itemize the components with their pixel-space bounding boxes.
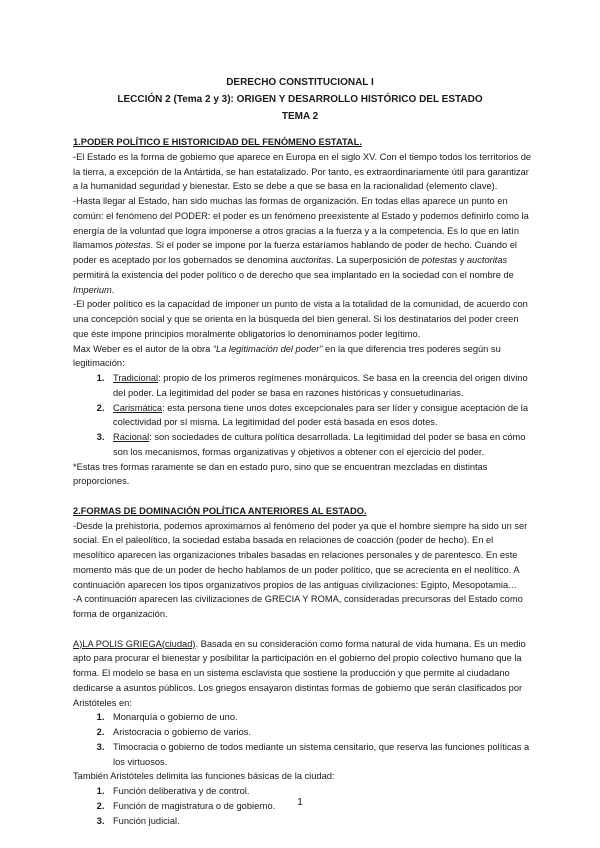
list-item-term: Carismática (113, 402, 163, 413)
spacer (73, 489, 533, 504)
polis-paragraph (73, 637, 533, 711)
text-run: en la que diferencia tres poderes según su legitimación: (73, 343, 501, 369)
text-run: permitirá la existencia del poder político o de derecho que sea implantado en la sociedad con el nombre de (73, 269, 514, 280)
term-imperium: Imperium (73, 284, 112, 295)
functions-intro: También Aristóteles delimita las funciones básicas de la ciudad: (73, 771, 335, 782)
list-item-text: : esta persona tiene unos dotes excepcionales para ser líder y consigue aceptación de la colectividad por sí misma. La legitimidad del poder está basada en esos dotes. (113, 402, 528, 428)
list-item: 3. Timocracia o gobierno de todos mediante un sistema censitario, que reserva las funciones políticas a los virtuosos. (107, 740, 533, 770)
document-header (0, 74, 600, 125)
section-1-paragraph-3: -El poder político es la capacidad de imponer un punto de vista a la totalidad de la comunidad, de acuerdo con una concepción social y que se orienta en la búsqueda del bien general. Si los destinatarios del poder creen que éste impone principios moralmente obligatorios lo denominamos poder legítimo. (73, 299, 528, 339)
list-item (107, 371, 533, 401)
term-auctoritas: auctoritas (466, 255, 508, 265)
list-item: 1. Monarquía o gobierno de uno. (107, 710, 533, 725)
term-potestas: potestas (115, 240, 151, 251)
list-item: 2. Función de magistratura o de gobierno. (107, 799, 533, 814)
legitimation-types-list (73, 371, 533, 460)
topic-title: TEMA 2 (281, 111, 319, 122)
list-item: 1. Función deliberativa y de control. (107, 784, 533, 799)
term-auctoritas: auctoritas (290, 255, 331, 265)
government-forms-list (73, 710, 533, 769)
section-2-paragraph-2: -A continuación aparecen las civilizaciones de GRECIA Y ROMA, consideradas precursoras del Estado como forma de organización. (73, 594, 523, 619)
list-item (107, 401, 533, 431)
list-item-term: Tradicional (113, 373, 159, 383)
section-1-paragraph-2 (73, 194, 533, 297)
document-body (73, 135, 533, 828)
list-item-text: : propio de los primeros regímenes monárquicos. Se basa en la creencia del origen divino del poder. La legitimidad del poder se basa en razones históricas y consuetudinarias. (113, 373, 528, 398)
spacer (73, 622, 533, 637)
section-1-heading: 1.PODER POLÍTICO E HISTORICIDAD DEL FENÓMENO ESTATAL. (73, 137, 362, 147)
text-run: . Si el poder se impone por la fuerza estaríamos hablando de poder de hecho. Cuando el poder es aceptado por los gobernados se denomina (73, 240, 517, 265)
course-title: DERECHO CONSTITUCIONAL I (226, 77, 374, 88)
list-item-term: Racional (113, 432, 150, 442)
section-1-paragraph-4 (73, 342, 533, 372)
polis-label: A)LA POLIS GRIEGA(ciudad) (73, 638, 196, 649)
term-potestas: potestas (421, 255, 458, 265)
lesson-title: LECCIÓN 2 (Tema 2 y 3): ORIGEN Y DESARROLLO HISTÓRICO DEL ESTADO (117, 94, 483, 105)
section-2-paragraph-1: -Desde la prehistoria, podemos aproximarnos al fenómeno del poder ya que el hombre siempre ha sido un ser social. En el paleolítico, la sociedad estaba basada en relaciones de coacción (poder de hecho). En el mesolítico aparecen las organizaciones tribales basadas en relaciones personales y de parentesco. En este momento más que de un poder de hecho hablamos de un poder político, que se acrecienta en el neolítico. A continuación aparecen los tipos organizativos propios de las antiguas civilizaciones: Egipto, Mesopotamia… (73, 520, 528, 590)
section-1-note: *Estas tres formas raramente se dan en estado puro, sino que se encuentran mezcladas en distintas proporciones. (73, 461, 488, 487)
text-run: . La superposición de (330, 255, 422, 265)
section-1-paragraph-1: -El Estado es la forma de gobierno que aparece en Europa en el siglo XV. Con el tiempo todos los territorios de la tierra, a excepción de la Antártida, se han estatalizado. Por tanto, es extraordinariamente útil para garantizar a la humanidad seguridad y bienestar. Esto se debe a que se basa en la racionalidad (elemento clave). (73, 151, 532, 192)
list-item: 2. Aristocracia o gobierno de varios. (107, 725, 533, 740)
text-run: Max Weber es el autor de la obra (73, 343, 213, 354)
list-item: 3. Función judicial. (107, 814, 533, 829)
page-number: 1 (297, 797, 303, 808)
book-title: “La legitimación del poder” (212, 343, 323, 354)
list-item-text: : son sociedades de cultura política desarrollada. La legitimidad del poder se basa en cómo son los mecanismos, formas organizativas y objetivos a obtener con el ejercicio del poder. (113, 432, 526, 457)
text-run: y (457, 255, 467, 265)
text-run: . (111, 284, 115, 295)
section-2-heading: 2.FORMAS DE DOMINACIÓN POLÍTICA ANTERIORES AL ESTADO. (73, 505, 367, 516)
polis-text: . Basada en su consideración como forma natural de vida humana. Es un medio apto para procurar el bienestar y posibilitar la participación en el gobierno del propio colectivo humano que la forma. El modelo se basa en un sistema esclavista que sostiene la producción y que permite al ciudadano dedicarse a asuntos públicos. Los griegos ensayaron distintas formas de gobierno que serán clasificados por Aristóteles en: (73, 638, 526, 708)
text-run: -Hasta llegar al Estado, han sido muchas las formas de organización. En todas ellas aparece un punto en común: el fenómeno del PODER: el poder es un fenómeno preexistente al Estado y podemos definirlo como la energía de la voluntad que logra imponerse a otros gracias a la fuerza y a la competencia. Es lo que en latín llamamos (73, 196, 529, 251)
list-item (107, 430, 533, 460)
